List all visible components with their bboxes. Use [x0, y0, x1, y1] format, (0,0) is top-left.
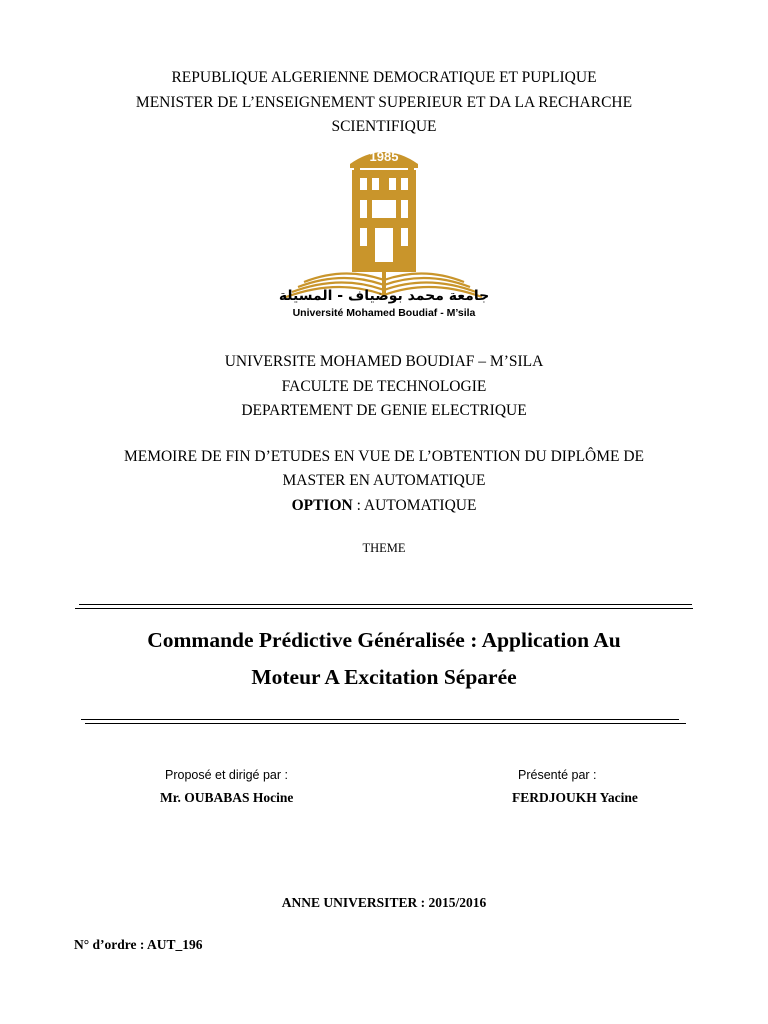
logo-latin-name: Université Mohamed Boudiaf - M’sila	[292, 307, 476, 319]
academic-year: ANNE UNIVERSITER : 2015/2016	[281, 895, 487, 910]
student-name: FERDJOUKH Yacine	[512, 790, 638, 805]
title-rule-top-1	[79, 604, 692, 605]
title-rule-bottom-2	[85, 723, 686, 724]
faculty-name: FACULTE DE TECHNOLOGIE	[281, 378, 487, 395]
supervisor-label: Proposé et dirigé par :	[165, 768, 288, 782]
title-rule-bottom-1	[81, 719, 679, 720]
header-republic: REPUBLIQUE ALGERIENNE DEMOCRATIQUE ET PUPLIQUE	[171, 69, 597, 86]
logo-arabic-name: جامعة محمد بوضياف - المسيلة	[278, 288, 490, 304]
memoire-line-1: MEMOIRE DE FIN D’ETUDES EN VUE DE L’OBTENTION DU DIPLÔME DE	[123, 448, 645, 465]
option-label: OPTION	[291, 497, 353, 514]
header-ministry: MENISTER DE L’ENSEIGNEMENT SUPERIEUR ET DA LA RECHARCHE	[135, 94, 633, 111]
header-ministry-cont: SCIENTIFIQUE	[331, 118, 437, 135]
option-line	[0, 494, 768, 518]
option-value: : AUTOMATIQUE	[352, 497, 477, 514]
department-name: DEPARTEMENT DE GENIE ELECTRIQUE	[241, 402, 527, 419]
title-rule-top-2	[75, 608, 693, 609]
theme-label: THEME	[362, 541, 406, 555]
memoire-line-2: MASTER EN AUTOMATIQUE	[282, 472, 486, 489]
logo-year: 1985	[369, 149, 399, 164]
thesis-title-line-1: Commande Prédictive Généralisée : Application Au	[147, 628, 621, 652]
thesis-title-line-2: Moteur A Excitation Séparée	[251, 665, 517, 689]
university-name: UNIVERSITE MOHAMED BOUDIAF – M’SILA	[224, 353, 544, 370]
supervisor-name: Mr. OUBABAS Hocine	[160, 790, 294, 805]
student-label: Présenté par :	[518, 768, 597, 782]
order-number: N° d’ordre : AUT_196	[74, 937, 203, 952]
